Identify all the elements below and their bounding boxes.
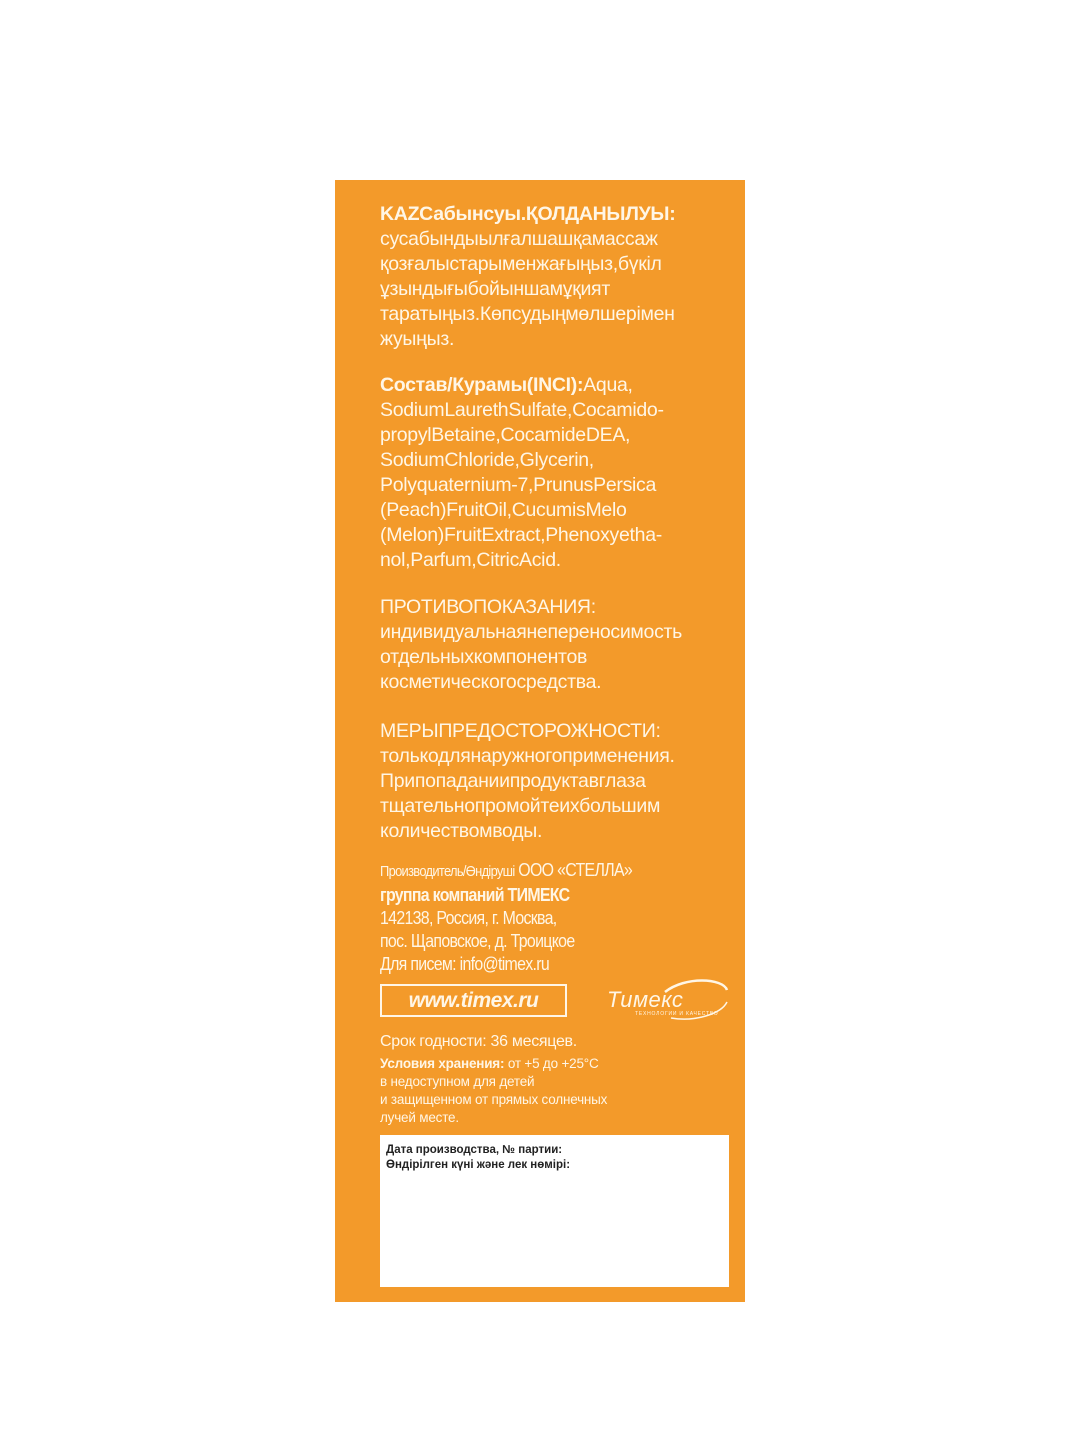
composition-line: (Peach)FruitOil,CucumisMelo xyxy=(380,499,627,521)
usage-kz-line: сусабындыылғалшашқамассаж xyxy=(380,228,658,250)
storage-conditions-label: Условия хранения: xyxy=(380,1056,505,1071)
storage-line: в недоступном для детей xyxy=(380,1074,535,1089)
usage-kz-line: жуыңыз. xyxy=(380,328,455,350)
batch-label-kz: Өндірілген күні және лек нөмірі: xyxy=(386,1159,571,1171)
storage-conditions xyxy=(380,1055,750,1073)
contraindications-line: косметическогосредства. xyxy=(380,671,602,693)
composition-first-value: Aqua, xyxy=(583,374,633,396)
website-box[interactable]: www.timex.ru xyxy=(380,984,567,1017)
composition-line: SodiumLaurethSulfate,Cocamido- xyxy=(380,399,664,421)
composition-line: nol,Parfum,CitricAcid. xyxy=(380,549,561,571)
composition-line: propylBetaine,CocamideDEA, xyxy=(380,424,631,446)
usage-kz-section xyxy=(380,202,750,352)
storage-section xyxy=(380,1055,750,1127)
shelf-life: Срок годности: 36 месяцев. xyxy=(380,1033,577,1050)
usage-kz-line: ұзындығыбойыншамұқият xyxy=(380,278,610,300)
usage-kz-line: қозғалыстарыменжағыңыз,бүкіл xyxy=(380,253,662,275)
contraindications-line: отдельныхкомпонентов xyxy=(380,646,588,668)
storage-line: лучей месте. xyxy=(380,1110,459,1125)
precautions-line: толькодлянаружногоприменения. xyxy=(380,745,675,767)
contraindications-section xyxy=(380,595,750,695)
batch-info-box xyxy=(380,1135,729,1287)
precautions-section xyxy=(380,719,750,844)
precautions-line: тщательнопромойтеихбольшим xyxy=(380,795,661,817)
contraindications-heading: ПРОТИВОПОКАЗАНИЯ: xyxy=(380,596,596,618)
manufacturer-address: пос. Щаповское, д. Троицкое xyxy=(380,930,575,951)
composition-line: SodiumChloride,Glycerin, xyxy=(380,449,594,471)
manufacturer-address: 142138, Россия, г. Москва, xyxy=(380,907,557,928)
manufacturer-label: Производитель/Өндіруші xyxy=(380,863,515,880)
manufacturer-email: Для писем: info@timex.ru xyxy=(380,953,550,974)
storage-line: и защищенном от прямых солнечных xyxy=(380,1092,608,1107)
manufacturer-group: группа компаний ТИМЕКС xyxy=(380,884,570,905)
composition-heading: Состав/Курамы(INCI): xyxy=(380,374,584,396)
usage-kz-heading: KAZСабынсуы.ҚОЛДАНЫЛУЫ: xyxy=(380,203,676,225)
usage-kz-line: таратыңыз.Көпсудыңмөлшерімен xyxy=(380,303,675,325)
manufacturer-section xyxy=(380,858,741,975)
batch-label-ru: Дата производства, № партии: xyxy=(386,1144,563,1156)
product-label xyxy=(335,180,745,1302)
storage-conditions-value: от +5 до +25°С xyxy=(507,1056,599,1071)
timex-logo xyxy=(605,978,735,1026)
precautions-heading: МЕРЫПРЕДОСТОРОЖНОСТИ: xyxy=(380,720,661,742)
composition-first-line xyxy=(380,373,750,398)
precautions-line: количествомводы. xyxy=(380,820,543,842)
composition-line: (Melon)FruitExtract,Phenoxyetha- xyxy=(380,524,662,546)
composition-line: Polyquaternium-7,PrunusPersica xyxy=(380,474,657,496)
contraindications-line: индивидуальнаянепереносимость xyxy=(380,621,683,643)
logo-name: Тимекс xyxy=(607,987,684,1012)
manufacturer-line xyxy=(380,858,741,883)
logo-tagline: ТЕХНОЛОГИИ И КАЧЕСТВО xyxy=(635,1011,719,1017)
composition-section xyxy=(380,373,750,573)
precautions-line: Припопаданиипродуктавглаза xyxy=(380,770,646,792)
manufacturer-company: ООО «СТЕЛЛА» xyxy=(518,859,633,880)
